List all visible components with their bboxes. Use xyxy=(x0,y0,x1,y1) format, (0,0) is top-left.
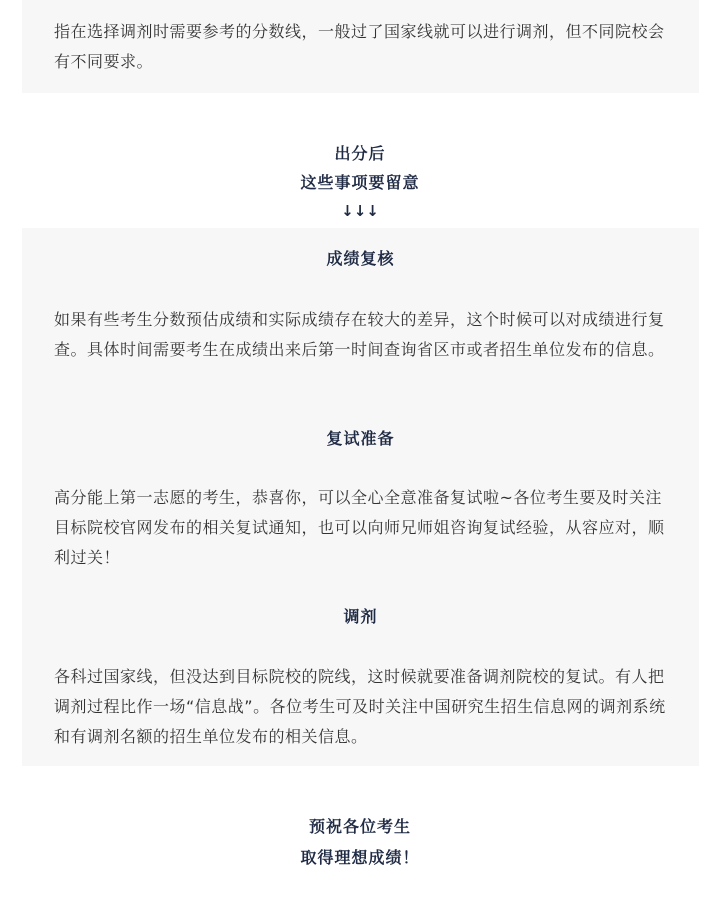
down-arrows-icon: ↓↓↓ xyxy=(341,202,379,220)
section-body-adjustment: 各科过国家线，但没达到目标院校的院线，这时候就要准备调剂院校的复试。有人把调剂过程比作一场“信息战”。各位考生可及时关注中国研究生招生信息网的调剂系统和有调剂名额的招生单位发布的相关信息。 xyxy=(54,667,666,746)
after-score-subtitle: 这些事项要留意 xyxy=(300,173,420,192)
section-body-score-review: 如果有些考生分数预估成绩和实际成绩存在较大的差异，这个时候可以对成绩进行复查。具体时间需要考生在成绩出来后第一时间查询省区市或者招生单位发布的信息。 xyxy=(54,310,665,359)
section-body-retest-prep: 高分能上第一志愿的考生，恭喜你，可以全心全意准备复试啦~各位考生要及时关注目标院校官网发布的相关复试通知，也可以向师兄师姐咨询复试经验，从容应对，顺利过关！ xyxy=(54,488,665,567)
after-score-title: 出分后 xyxy=(334,144,386,163)
closing-line-2: 取得理想成绩！ xyxy=(300,848,420,867)
intro-paragraph: 指在选择调剂时需要参考的分数线，一般过了国家线就可以进行调剂，但不同院校会有不同要求。 xyxy=(54,22,665,71)
section-heading-retest-prep: 复试准备 xyxy=(326,429,395,448)
section-heading-adjustment: 调剂 xyxy=(343,607,378,626)
section-heading-score-review: 成绩复核 xyxy=(326,249,395,268)
closing-line-1: 预祝各位考生 xyxy=(308,817,411,836)
